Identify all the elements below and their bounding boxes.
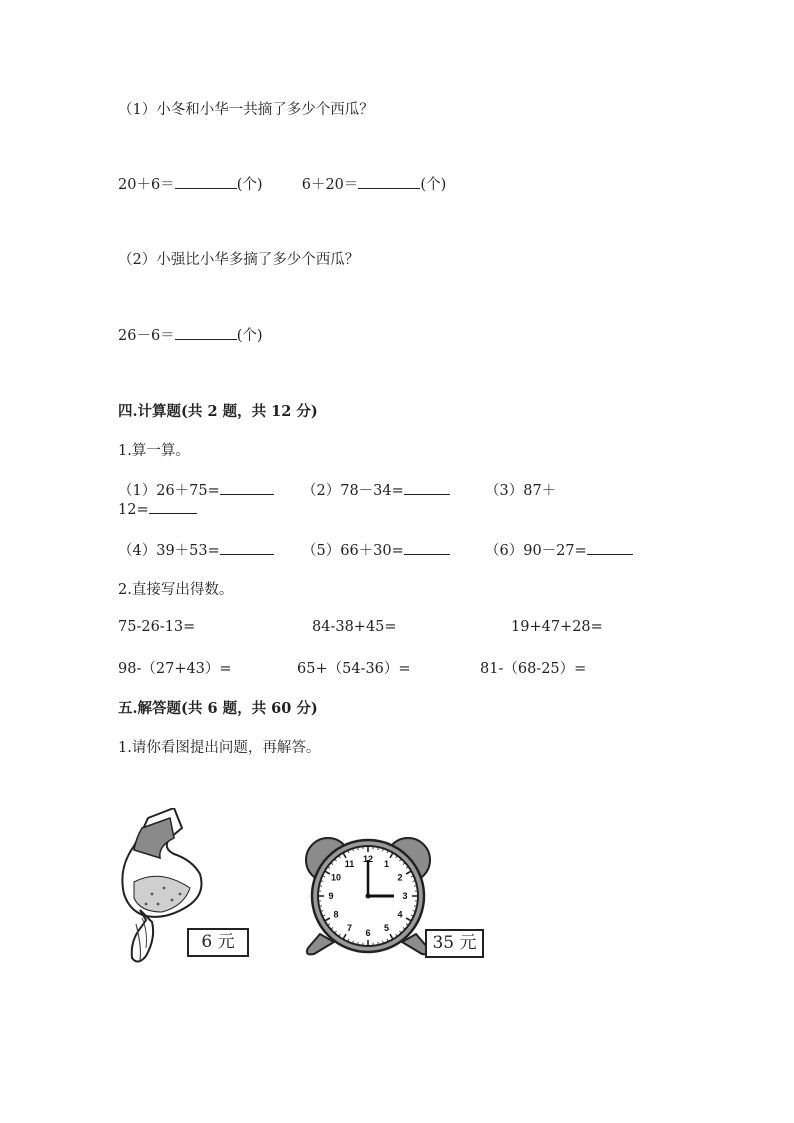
mental-math-item: 84-38+45= (312, 619, 397, 635)
mental-math-item: 81-（68-25）= (480, 661, 587, 677)
answer-blank[interactable] (587, 540, 633, 555)
clock-number: 7 (346, 923, 353, 934)
calc-item: （5）66＋30= (302, 539, 450, 560)
calc-item: （1）26＋75= (118, 479, 274, 500)
clock-number: 10 (330, 872, 341, 883)
answer-blank[interactable] (404, 480, 450, 495)
calc-item: （4）39＋53= (118, 539, 274, 560)
question-1-equations (118, 173, 446, 194)
clock-number: 3 (402, 891, 408, 902)
clock-number: 8 (333, 909, 339, 920)
section-4-title: 四.计算题(共 2 题，共 12 分) (118, 403, 318, 420)
clock-number: 1 (383, 859, 390, 870)
clock-price-tag: 35 元 (425, 929, 484, 958)
clock-number: 11 (344, 859, 355, 870)
question-1-prompt: （1）小冬和小华一共摘了多少个西瓜？ (118, 102, 374, 118)
calc-item: （6）90－27= (485, 539, 633, 560)
answer-blank[interactable] (404, 540, 450, 555)
question-2-equation (118, 324, 263, 345)
question-2-prompt: （2）小强比小华多摘了多少个西瓜？ (118, 252, 360, 268)
unit-label: (个) (236, 177, 263, 193)
cup-price-tag: 6 元 (187, 928, 249, 957)
clock-number: 4 (397, 909, 403, 920)
calc-item-continued: 12= (118, 499, 197, 518)
answer-blank[interactable] (358, 174, 420, 189)
clock-number: 9 (328, 891, 334, 902)
clock-number: 12 (362, 854, 374, 865)
mental-math-item: 19+47+28= (511, 619, 603, 635)
answer-blank[interactable] (175, 174, 237, 189)
mental-math-item: 65+（54-36）= (297, 661, 411, 677)
equation-a: 20＋6＝ (118, 177, 175, 193)
section-4-part-2-title: 2.直接写出得数。 (118, 582, 234, 598)
calc-item: （3）87＋ (485, 483, 557, 499)
section-5-part-1-title: 1.请你看图提出问题，再解答。 (118, 740, 321, 756)
alarm-clock-illustration (300, 826, 440, 962)
unit-label: (个) (236, 328, 263, 344)
section-4-part-1-title: 1.算一算。 (118, 443, 190, 459)
clock-number: 2 (397, 872, 403, 883)
clock-number: 6 (365, 928, 371, 939)
calc-item: （2）78－34= (302, 479, 450, 500)
clock-number: 5 (383, 923, 390, 934)
unit-label: (个) (420, 177, 447, 193)
answer-blank[interactable] (175, 325, 237, 340)
equation: 26－6＝ (118, 328, 175, 344)
equation-b: 6＋20＝ (301, 177, 359, 193)
mental-math-item: 75-26-13= (118, 619, 196, 635)
section-5-title: 五.解答题(共 6 题，共 60 分) (118, 700, 318, 717)
answer-blank[interactable] (149, 499, 197, 514)
mental-math-item: 98-（27+43）= (118, 661, 232, 677)
answer-blank[interactable] (220, 480, 274, 495)
answer-blank[interactable] (220, 540, 274, 555)
